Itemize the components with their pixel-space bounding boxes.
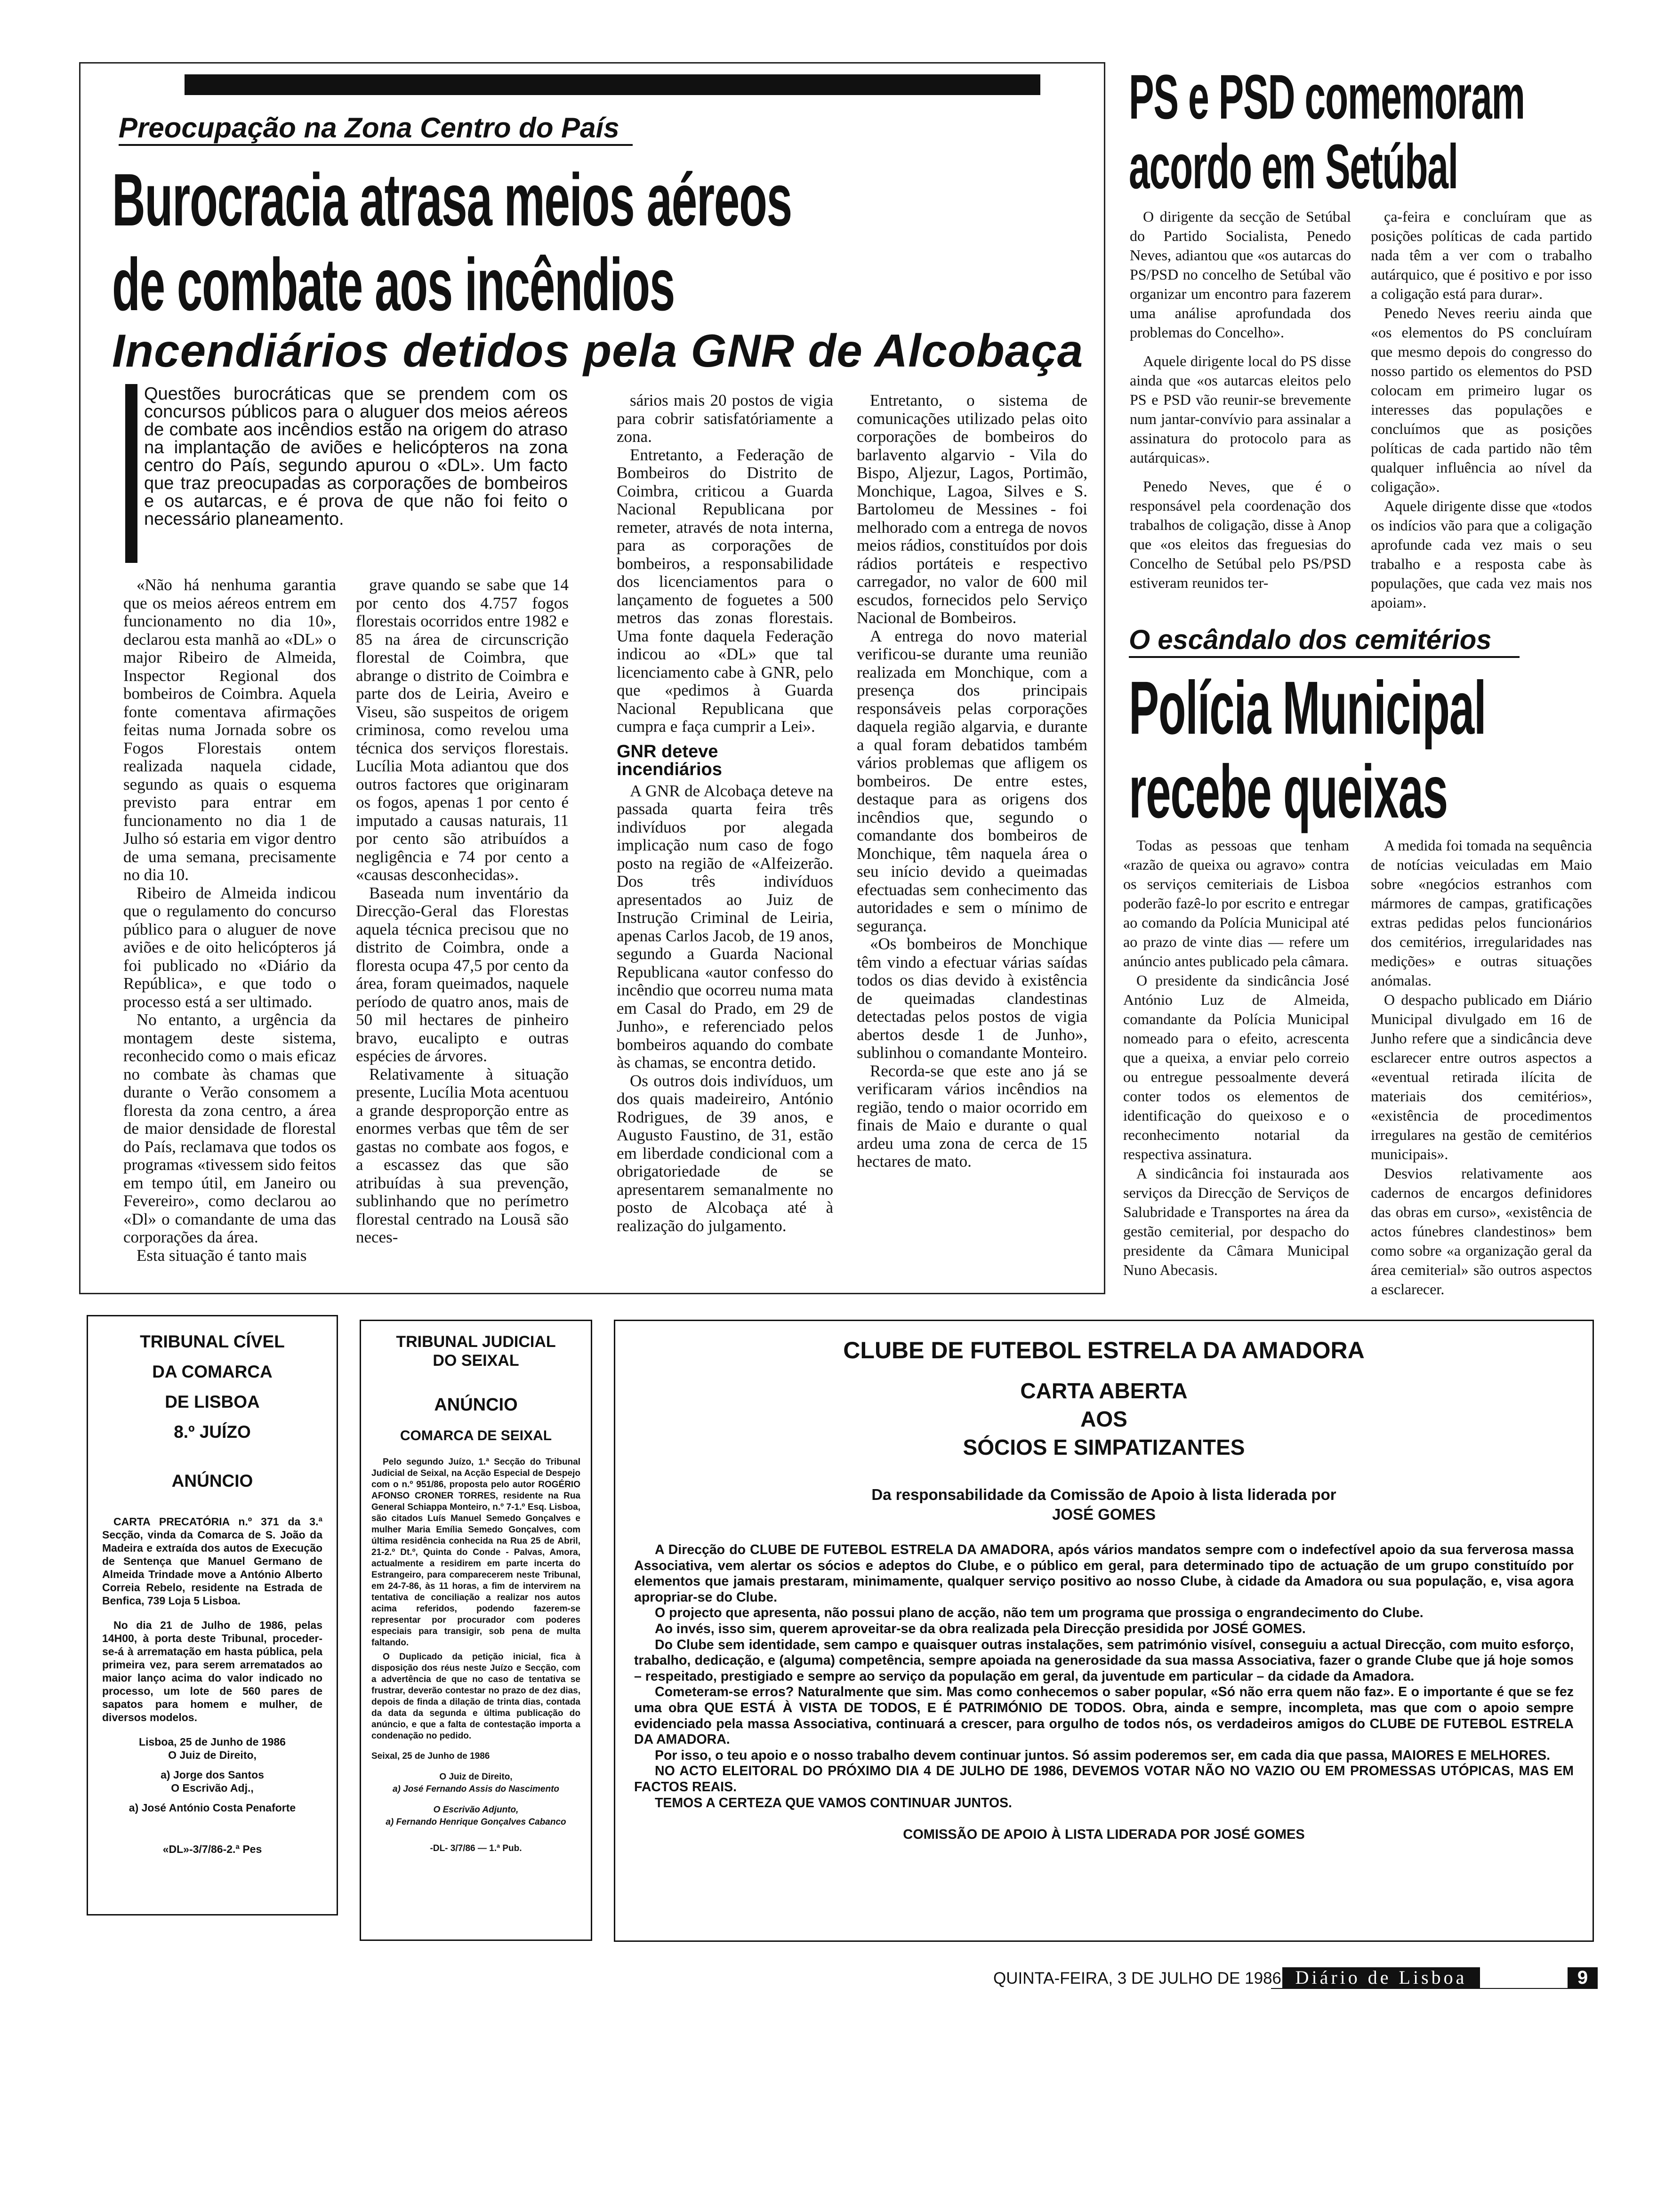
ad-tribunal-seixal	[360, 1320, 592, 1941]
ad3-body	[634, 1542, 1574, 1811]
paragraph: CARTA PRECATÓRIA n.º 371 da 3.ª Secção, vinda da Comarca de S. João da Madeira e extraída dos autos de Execução de Sentença que Manuel Germano de Almeida Trindade move a António Alberto Correia Rebelo, residente na Estrada de Benfica, 739 Loja 5 Lisboa.	[102, 1515, 322, 1607]
ad1-title-1: TRIBUNAL CÍVEL	[140, 1332, 285, 1351]
paragraph: No dia 21 de Julho de 1986, pelas 14H00, à porta deste Tribunal, proceder-se-á à arrematação em hasta pública, pela primeira vez, para serem arrematados ao maior lanço acima do valor indicado no processo, um lote de 560 pares de sapatos para homem e mulher, de diversos modelos.	[102, 1619, 322, 1723]
kicker-underline	[1129, 656, 1520, 658]
paragraph: Entretanto, a Federação de Bombeiros do Distrito de Coimbra, criticou a Guarda Nacional Republicana por remeter, através de nota interna, para as corporações de bombeiros, a responsabilidade dos licenciamentos para o lançamento de foguetes a 500 metros das zonas florestais. Uma fonte daquela Federação indicou ao «DL» que tal licenciamento cabe à GNR, pelo que «pedimos à Guarda Nacional Republicana que cumpra e faça cumprir a Lei».	[617, 445, 833, 736]
right-bottom-col-2	[1371, 836, 1592, 1299]
masthead	[1282, 1967, 1480, 1988]
page-number	[1568, 1967, 1598, 1988]
paragraph: TEMOS A CERTEZA QUE VAMOS CONTINUAR JUNTOS.	[655, 1795, 1012, 1811]
paragraph: O projecto que apresenta, não possui plano de acção, não tem um programa que prossiga o engrandecimento do Clube.	[655, 1605, 1424, 1621]
paragraph: Aquele dirigente disse que «todos os indícios vão para que a coligação aprofunde cada vez mais o seu trabalho e a resposta cabe às populações, que cada vez mais nos apoiam».	[1371, 497, 1592, 611]
ad2-body	[371, 1457, 580, 1742]
right-bottom-kicker: O escândalo dos cemitérios	[1129, 625, 1492, 655]
paragraph: Penedo Neves reeriu ainda que «os elementos do PS concluíram que mesmo depois do congresso do nosso partido os elementos do PSD colocam em primeiro lugar os interesses das populações e concluímos que as posições políticas de cada partido não têm qualquer influência ao nível da coligação».	[1371, 305, 1592, 495]
left-subheadline: Incendiários detidos pela GNR de Alcobaça	[112, 325, 1084, 377]
ad1-judge: O Juiz de Direito,	[168, 1749, 257, 1761]
ad2-ref: -DL- 3/7/86 — 1.ª Pub.	[430, 1843, 522, 1853]
paragraph: No entanto, a urgência da montagem deste sistema, reconhecido como o mais eficaz no combate às chamas que durante o Verão consomem a floresta da zona centro, a área de maior densidade de florestal do País, reclamava que todos os programas «tivessem sido feitos em tempo útil, em Janeiro ou Fevereiro», como declarou ao «Dl» o comandante de uma das corporações da área.	[123, 1010, 336, 1246]
ad1-title-2: DA COMARCA	[152, 1362, 273, 1381]
ad3-sub2: AOS	[1080, 1407, 1127, 1431]
paragraph: A medida foi tomada na sequência de notícias veiculadas em Maio sobre «negócios estranhos com mármores de campas, gratificações extras pedidas pelos funcionários dos cemitérios, irregularidades nas medições» e outras situações anómalas.	[1371, 837, 1592, 989]
ad2-signatures	[371, 1750, 580, 1855]
ad2-clerk-name: a) Fernando Henrique Gonçalves Cabanco	[386, 1817, 566, 1827]
paragraph: O presidente da sindicância José António Luz de Almeida, comandante da Polícia Municipal nomeado para o efeito, acrescenta que a queixa, a enviar pelo correio ou entregue pessoalmente deverá conter todos os elementos de identificação do queixoso e o reconhecimento notarial da respectiva assinatura.	[1123, 972, 1349, 1162]
ad1-body	[102, 1515, 322, 1724]
kicker-underline	[119, 144, 633, 146]
paragraph: Pelo segundo Juízo, 1.ª Secção do Tribunal Judicial de Seixal, na Acção Especial de Despejo com o n.º 951/86, proposta pelo autor ROGÉRIO AFONSO CRONER TORRES, residente na Rua General Schiappa Monteiro, n.º 7-1.º Esq. Lisboa, são citados Luís Manuel Semedo Gonçalves e mulher Maria Emília Semedo Gonçalves, com última residência conhecida na Rua 25 de Abril, 21-2.º Dt.º, Quinta do Conde - Palvas, Amora, actualmente a residirem em parte incerta do Estrangeiro, para comparecerem neste Tribunal, em 24-7-86, às 11 horas, a fim de intervirem na tentativa de conciliação a realizar nos autos acima referidos, podendo fazerem-se representar por procurador com poderes especiais para transigir, sob pena de multa faltando.	[371, 1457, 580, 1648]
paragraph: «Não há nenhuma garantia que os meios aéreos entrem em funcionamento no dia 10», declarou esta manhã ao «DL» o major Ribeiro de Almeida, Inspector Regional dos bombeiros de Coimbra. Aquela fonte comentava afirmações feitas numa Jornada sobre os Fogos Florestais ontem realizada naquela cidade, segundo as quais o esquema previsto para entrar em funcionamento no dia 1 de Julho só estaria em vigor dentro de uma semana, precisamente no dia 10.	[123, 576, 336, 884]
left-col-3	[617, 392, 833, 1235]
right-bottom-col-1	[1123, 836, 1349, 1280]
paragraph: Todas as pessoas que tenham «razão de queixa ou agravo» contra os serviços cemiteriais de Lisboa poderão fazê-lo por escrito e entregar ao comando da Polícia Municipal até ao prazo de vinte dias — refere um anúncio antes publicado pela câmara.	[1123, 837, 1349, 970]
paragraph: A GNR de Alcobaça deteve na passada quarta feira três indivíduos por alegada implicação num caso de fogo posto na região de «Alfeizerão. Dos três indivíduos apresentados ao Juiz de Instrução Criminal de Leiria, apenas Carlos Jacob, de 19 anos, segundo a Guarda Nacional Republicana «autor confesso do incêndio que ocorreu numa mata em Casal do Prado, em 29 de Junho», e referenciado pelos bombeiros aquando do combate às chamas, se encontra detido.	[617, 781, 833, 1072]
paragraph: O dirigente da secção de Setúbal do Partido Socialista, Penedo Neves, adiantou que «os autarcas do PS/PSD no concelho de Setúbal vão organizar um encontro para fazerem uma análise aprofundada dos problemas do Concelho».	[1130, 208, 1351, 341]
ad3-title: CLUBE DE FUTEBOL ESTRELA DA AMADORA	[843, 1337, 1365, 1363]
right-bottom-headline-line2: recebe queixas	[1129, 749, 1448, 834]
ad2-clerk: O Escrivão Adjunto,	[433, 1805, 519, 1815]
ad1-date: Lisboa, 25 de Junho de 1986	[139, 1736, 286, 1748]
paragraph: A Direcção do CLUBE DE FUTEBOL ESTRELA DA AMADORA, após vários mandatos sempre com o indefectível apoio da sua ferverosa massa Associativa, vem alertar os sócios e adeptos do Clube, e o público em geral, para determinado tipo de actuação de um grupo constituído por elementos que jamais prestaram, minimamente, qualquer serviço positivo ao nosso Clube, à cidade da Amadora ou sua população, e, visa agora apropriar-se do Clube.	[634, 1542, 1574, 1605]
ad2-title-2: DO SEIXAL	[433, 1352, 519, 1370]
ad3-sign: COMISSÃO DE APOIO À LISTA LIDERADA POR JOSÉ GOMES	[903, 1827, 1305, 1843]
left-col-2	[356, 576, 569, 1247]
page-number-text: 9	[1577, 1967, 1588, 1988]
paragraph: Recorda-se que este ano já se verificaram vários incêndios na região, tendo o maior ocorrido em finais de Maio e durante o qual ardeu uma zona de cerca de 15 hectares de mato.	[857, 1061, 1087, 1170]
ad2-judge: O Juiz de Direito,	[439, 1772, 513, 1782]
right-top-headline-line2: acordo em Setúbal	[1129, 132, 1458, 202]
paragraph: Os outros dois indivíduos, um dos quais madeireiro, António Rodrigues, de 39 anos, e Augusto Faustino, de 31, estão em liberdade condicional com a obrigatoriedade de se apresentarem semanalmente no posto de Alcobaça até à realização do julgamento.	[617, 1071, 833, 1235]
ad2-title-1: TRIBUNAL JUDICIAL	[396, 1333, 556, 1351]
paragraph: grave quando se sabe que 14 por cento dos 4.757 fogos florestais ocorridos entre 1982 e 85 na área de circunscrição florestal de Coimbra, que abrange o distrito de Coimbra e parte dos de Leiria, Aveiro e Viseu, são suspeitos de origem criminosa, como revelou uma técnica dos serviços florestais. Lucília Mota adiantou que dos outros factores que originaram os fogos, apenas 1 por cento é imputado a causas naturais, 11 por cento são atribuídos a negligência e 74 por cento a «causas desconhecidas».	[356, 576, 569, 884]
right-top-col-2	[1371, 207, 1592, 612]
paragraph: Penedo Neves, que é o responsável pela coordenação dos trabalhos de coligação, disse à Anop que «os eleitos das freguesias do Concelho de Setúbal pelo PS/PSD estiveram reunidos ter-	[1130, 478, 1351, 591]
paragraph: Cometeram-se erros? Naturalmente que sim. Mas como conhecemos o saber popular, «Só não erra quem não faz». E o importante é que se fez uma obra QUE ESTÁ À VISTA DE TODOS, E É PATRIMÓNIO DE TODOS. Obra, ainda e sempre, incompleta, mas que com o apoio sempre evidenciado pela massa Associativa, continuará a crescer, para orgulho de todos nós, os verdadeiros amigos do CLUBE DE FUTEBOL ESTRELA DA AMADORA.	[634, 1684, 1574, 1747]
ad1-clerk-name: a) José António Costa Penaforte	[129, 1802, 296, 1814]
paragraph: Esta situação é tanto mais	[137, 1246, 307, 1265]
paragraph: Ao invés, isso sim, querem aproveitar-se da obra realizada pela Direcção presidida por JOSÉ GOMES.	[655, 1621, 1306, 1636]
ad1-judge-name: a) Jorge dos Santos	[161, 1769, 264, 1781]
ad3-resp1: Da responsabilidade da Comissão de Apoio à lista liderada por	[871, 1486, 1336, 1503]
ad1-title-4: 8.º JUÍZO	[174, 1422, 251, 1442]
top-black-bar	[185, 74, 1040, 95]
footer-rule	[1271, 1988, 1598, 1989]
paragraph: Aquele dirigente local do PS disse ainda que «os autarcas eleitos pelo PS e PSD vão reunir-se brevemente num jantar-convívio para assinalar a assinatura do protocolo para as autárquicas».	[1130, 353, 1351, 466]
paragraph: O despacho publicado em Diário Municipal divulgado em 16 de Junho refere que a sindicância deve esclarecer entre outros aspectos a «eventual retirada ilícita de materiais dos cemitérios», «existência de procedimentos irregulares na gestão de cemitérios municipais».	[1371, 991, 1592, 1162]
paragraph: Baseada num inventário da Direcção-Geral das Florestas aquela técnica precisou que no distrito de Coimbra, onde a floresta ocupa 47,5 por cento da área, foram queimados, naquele período de quatro anos, mais de 50 mil hectares de pinheiro bravo, eucalipto e outras espécies de árvores.	[356, 883, 569, 1065]
paragraph: O Duplicado da petição inicial, fica à disposição dos réus neste Juízo e Secção, com a advertência de que no caso de tentativa se frustrar, deverão contestar no prazo de dez dias, depois de finda a dilação de trinta dias, contada da data da segunda e última publicação do anúncio, e que a falta de contestação importa a condenação no pedido.	[371, 1652, 580, 1741]
paragraph: NO ACTO ELEITORAL DO PRÓXIMO DIA 4 DE JULHO DE 1986, DEVEMOS VOTAR NÃO NO VAZIO OU EM PROMESSAS UTÓPICAS, MAS EM FACTOS REAIS.	[634, 1763, 1574, 1795]
left-headline-line1: Burocracia atrasa meios aéreos	[112, 159, 792, 241]
right-top-headline-line1: PS e PSD comemoram	[1129, 62, 1525, 132]
footer-date: QUINTA-FEIRA, 3 DE JULHO DE 1986	[993, 1969, 1282, 1988]
left-headline-line2: de combate aos incêndios	[112, 243, 675, 326]
ad2-title-3: ANÚNCIO	[434, 1395, 518, 1415]
gnr-subhead-line2: incendiários	[617, 759, 722, 779]
ad-tribunal-civel	[87, 1315, 338, 1915]
ad1-title-5: ANÚNCIO	[171, 1471, 253, 1491]
paragraph: sários mais 20 postos de vigia para cobrir satisfatóriamente a zona.	[617, 391, 833, 446]
paragraph: Desvios relativamente aos cadernos de encargos definidores das obras em curso», «existência de actos fúnebres clandestinos» bem como sobre «a organização geral da área cemiterial» são outros aspectos a esclarecer.	[1371, 1165, 1592, 1298]
paragraph: Relativamente à situação presente, Lucília Mota acentuou a grande desproporção entre as enormes verbas que têm de ser gastas no combate aos fogos, e a escassez das que são atribuídas à sua prevenção, sublinhando que no perímetro florestal centrado na Lousã são neces-	[356, 1065, 569, 1246]
ad1-clerk: O Escrivão Adj.,	[171, 1782, 254, 1794]
ad1-signatures	[102, 1735, 322, 1856]
right-bottom-headline-line1: Polícia Municipal	[1129, 665, 1486, 750]
paragraph: Ribeiro de Almeida indicou que o regulamento do concurso público para o aluguer de nove aviões e de oito helicópteros já foi publicado no «Diário da República», e que todo o processo está a ser ultimado.	[123, 883, 336, 1011]
lead-drop-bar	[125, 384, 137, 563]
ad1-title-3: DE LISBOA	[165, 1392, 260, 1411]
left-lead: Questões burocráticas que se prendem com os concursos públicos para o aluguer dos meios aéreos de combate aos incêndios estão na origem do atraso na implantação de aviões e helicópteros na zona centro do País, segundo apurou o «DL». Um facto que traz preocupadas as corporações de bombeiros e os autarcas, e é prova de que não foi feito o necessário planeamento.	[144, 384, 568, 529]
paragraph: A entrega do novo material verificou-se durante uma reunião realizada em Monchique, com a presença dos principais responsáveis pelas corporações daquela região algarvia, e durante a qual foram debatidos também vários problemas que afligem os bombeiros. De entre estes, destaque para as origens dos incêndios que, segundo o comandante dos bombeiros de Monchique, têm naquela área o seu início devido a queimadas efectuadas sem conhecimento das autoridades e sem o mínimo de segurança.	[857, 626, 1087, 935]
left-kicker: Preocupação na Zona Centro do País	[119, 112, 619, 144]
gnr-subhead	[617, 743, 833, 778]
paragraph: Entretanto, o sistema de comunicações utilizado pelas oito corporações de bombeiros do barlavento algarvio - Vila do Bispo, Aljezur, Lagos, Portimão, Monchique, Lagoa, Silves e S. Bartolomeu de Messines - foi melhorado com a entrega de novos meios rádios, constituídos por dois rádios portáteis e respectivo carregador, no valor de 600 mil escudos, fornecidos pelo Serviço Nacional de Bombeiros.	[857, 391, 1087, 627]
masthead-text: Diário de Lisboa	[1295, 1967, 1467, 1988]
paragraph: Por isso, o teu apoio e o nosso trabalho devem continuar juntos. Só assim poderemos ser, em cada dia que passa, MAIORES E MELHORES.	[655, 1747, 1551, 1763]
ad2-title-4: COMARCA DE SEIXAL	[400, 1428, 552, 1443]
ad3-sub1: CARTA ABERTA	[1020, 1378, 1188, 1403]
ad2-judge-name: a) José Fernando Assis do Nascimento	[392, 1784, 560, 1794]
ad1-ref: «DL»-3/7/86-2.ª Pes	[162, 1843, 262, 1855]
ad3-sub3: SÓCIOS E SIMPATIZANTES	[963, 1435, 1245, 1459]
ad3-resp2: JOSÉ GOMES	[1052, 1506, 1156, 1523]
left-col-1	[123, 576, 336, 1265]
paragraph: ça-feira e concluíram que as posições políticas de cada partido nada têm a ver com o trabalho autárquico, que é positivo e por isso a coligação está para durar».	[1371, 208, 1592, 302]
ad2-date: Seixal, 25 de Junho de 1986	[371, 1751, 490, 1761]
paragraph: A sindicância foi instaurada aos serviços da Direcção de Serviços de Salubridade e Transportes na área da gestão cemiterial, por despacho do presidente da Câmara Municipal Nuno Abecasis.	[1123, 1165, 1349, 1278]
paragraph: Do Clube sem identidade, sem campo e quaisquer outras instalações, sem património visível, conseguiu a actual Direcção, com muito esforço, trabalho, dedicação, e (alguma) competência, sempre apoiada na generosidade da sua massa Associativa, fazer o grande Clube que já hoje somos – respeitado, prestigiado e sempre ao serviço da população em geral, da juventude em particular – da cidade da Amadora.	[634, 1637, 1574, 1684]
right-top-col-1	[1130, 207, 1351, 593]
gnr-subhead-line1: GNR deteve	[617, 741, 718, 761]
paragraph: «Os bombeiros de Monchique têm vindo a efectuar várias saídas todos os dias devido à existência de queimadas clandestinas detectadas pelos postos de vigia abertos desde 1 de Junho», sublinhou o comandante Monteiro.	[857, 935, 1087, 1062]
left-col-4	[857, 392, 1087, 1171]
ad-estrela-amadora	[614, 1320, 1594, 1942]
